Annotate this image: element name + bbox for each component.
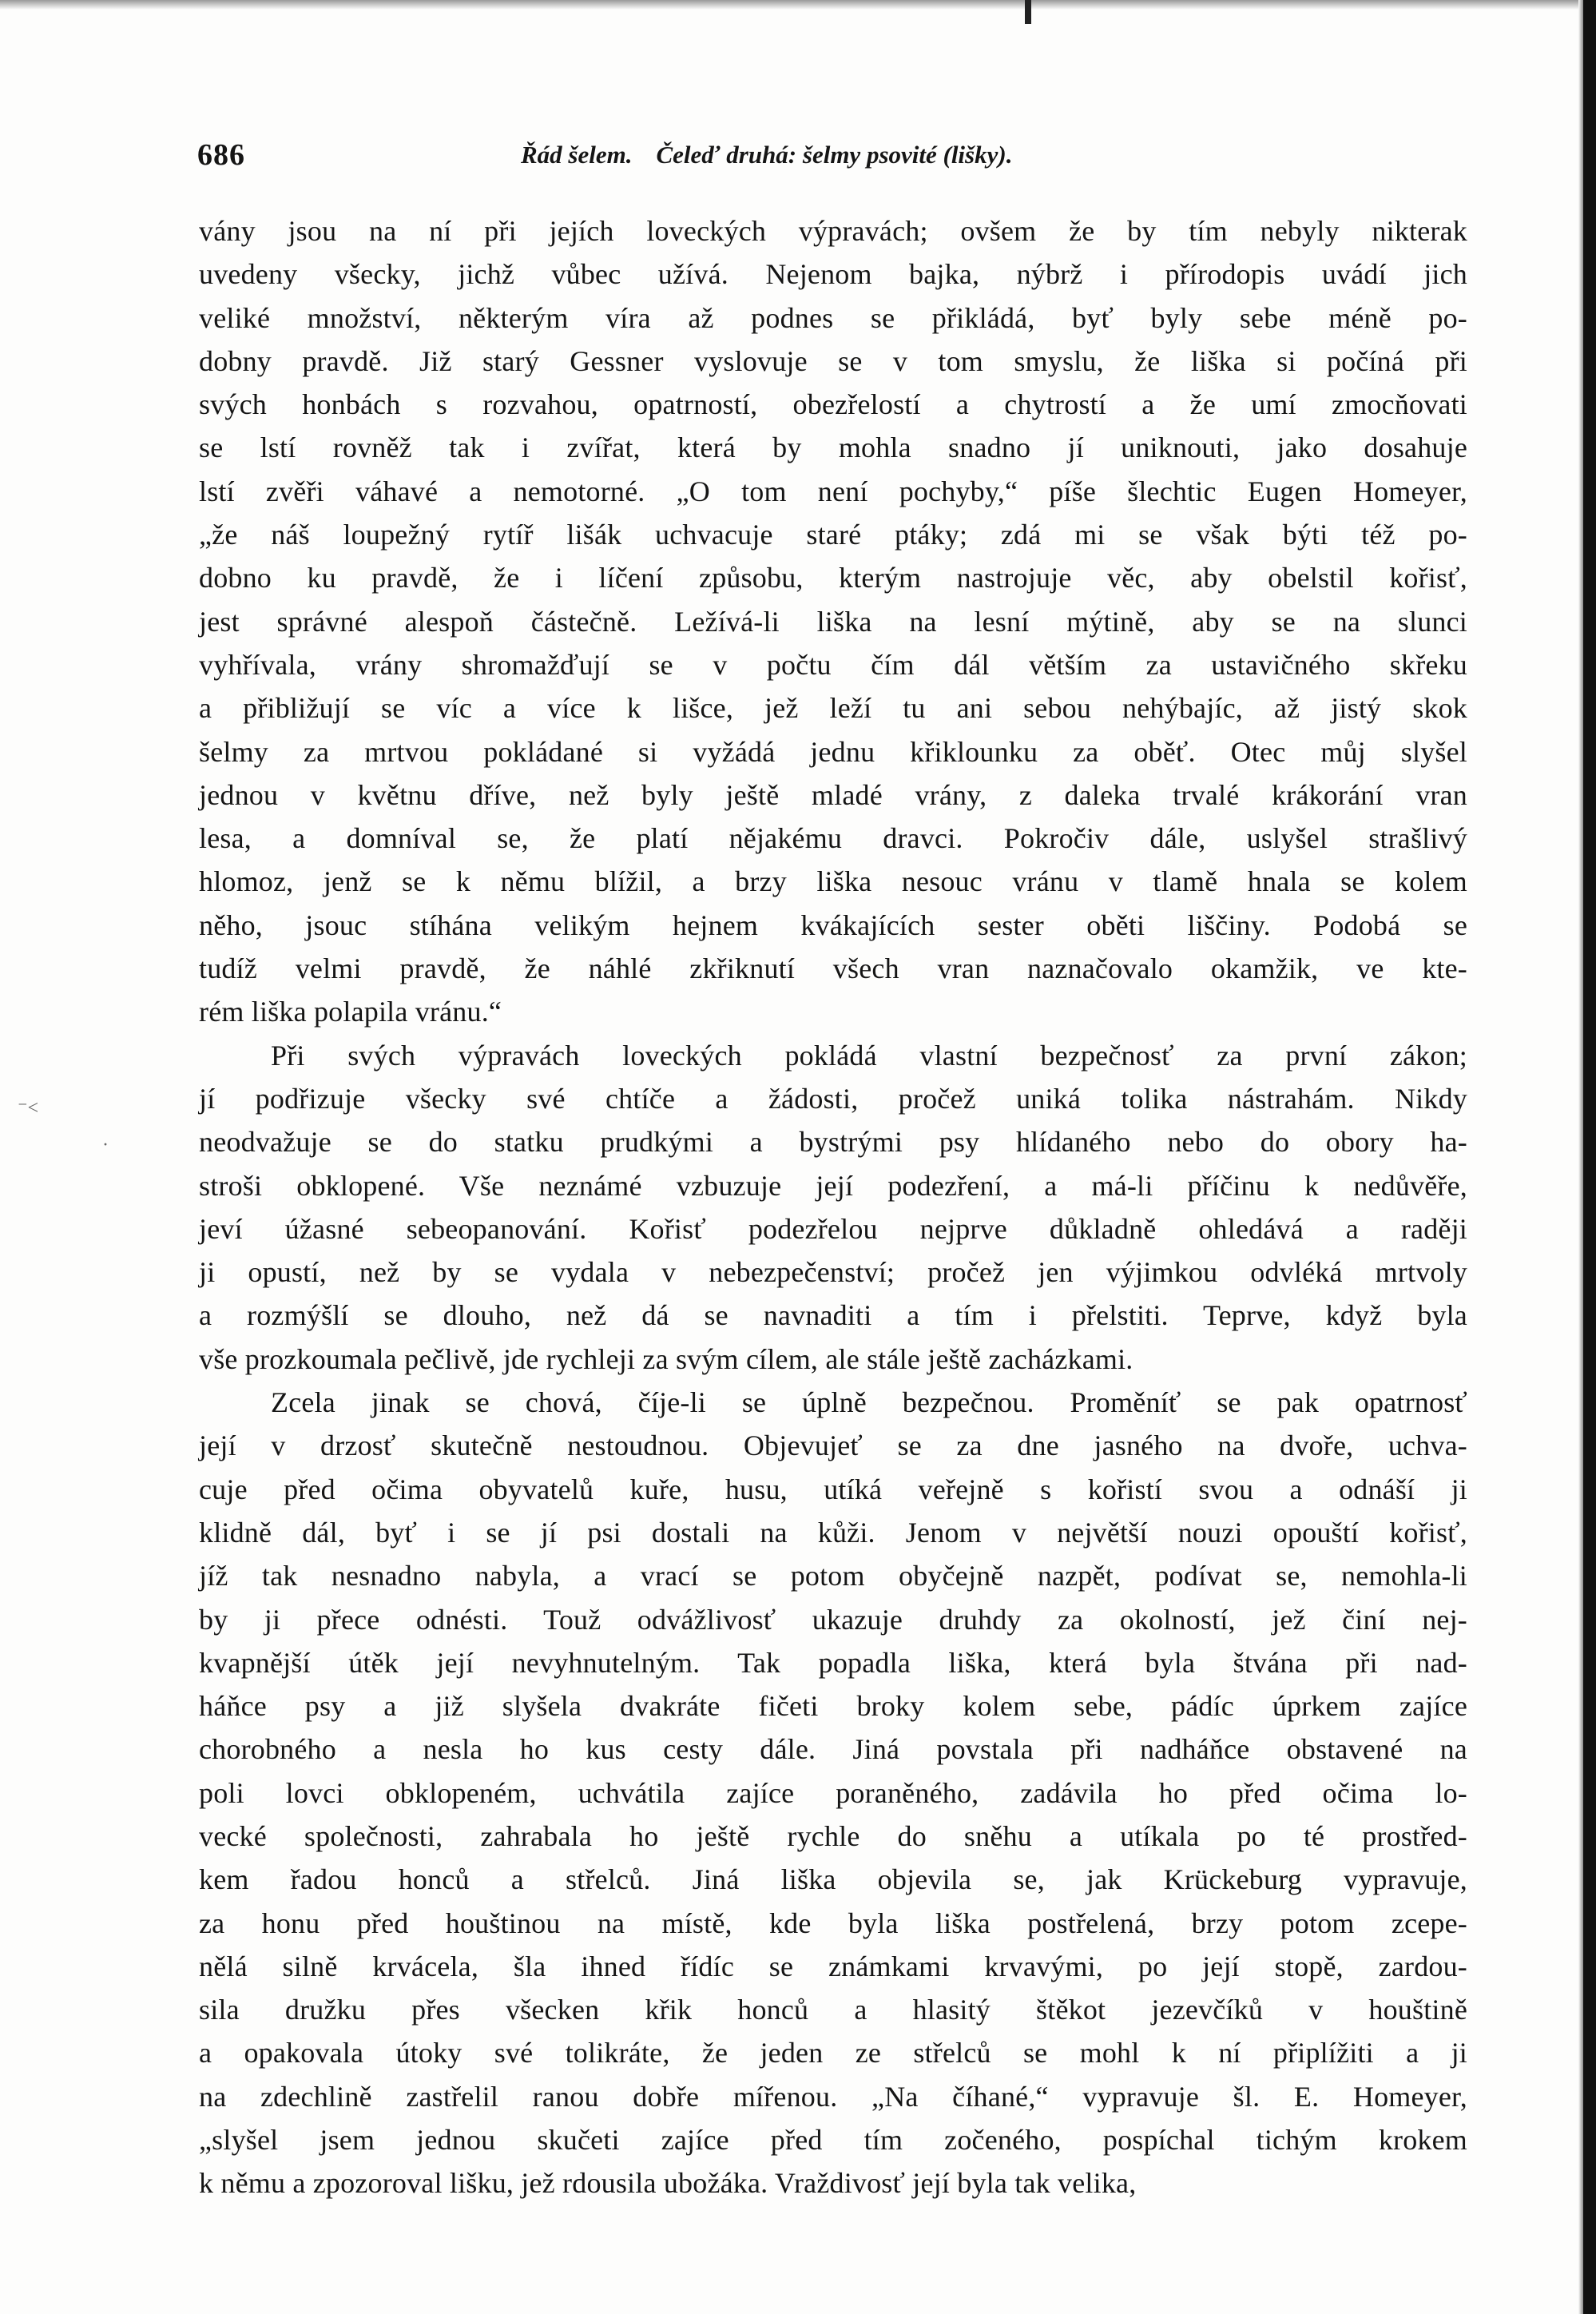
- text-line: jednou v květnu dříve, než byly ještě mladé vrány, z daleka trvalé krákorání vran: [199, 778, 1467, 811]
- text-line: rém liška polapila vránu.“: [199, 996, 502, 1028]
- body-text: [199, 209, 1467, 2205]
- text-line: vecké společnosti, zahrabala ho ještě rychle do sněhu a utíkala po té prostřed-: [199, 1819, 1467, 1852]
- text-line: svých honbách s rozvahou, opatrností, obezřelostí a chytrostí a že umí zmocňovati: [199, 388, 1467, 421]
- text-line: nělá silně krvácela, šla ihned řídíc se známkami krvavými, po její stopě, zardou-: [199, 1950, 1467, 1982]
- text-line: ji opustí, než by se vydala v nebezpečenství; pročež jen výjimkou odvléká mrtvoly: [199, 1256, 1467, 1289]
- scan-edge-right: [1583, 0, 1596, 2314]
- margin-mark: ·: [102, 1135, 109, 1155]
- text-line: dobny pravdě. Již starý Gessner vyslovuje se v tom smyslu, že liška si počíná při: [199, 344, 1467, 377]
- text-line: k němu a zpozoroval lišku, jež rdousila ubožáka. Vraždivosť její byla tak velika,: [199, 2167, 1137, 2200]
- text-line: na zdechlině zastřelil ranou dobře mířenou. „Na číhané,“ vypravuje šl. E. Homeyer,: [199, 2080, 1467, 2113]
- scan-edge-top: [0, 0, 1596, 10]
- text-line: kvapnější útěk její nevyhnutelným. Tak popadla liška, která byla štvána při nad-: [199, 1646, 1467, 1679]
- text-line: cuje před očima obyvatelů kuře, husu, utíká veřejně s kořistí svou a odnáší ji: [199, 1473, 1467, 1505]
- text-line: neodvažuje se do statku prudkými a bystrými psy hlídaného nebo do obory ha-: [199, 1126, 1467, 1159]
- text-line: vyhřívala, vrány shromažďují se v počtu čím dál větším za ustavičného skřeku: [199, 648, 1467, 681]
- text-line: kem řadou honců a střelců. Jiná liška objevila se, jak Krückeburg vypravuje,: [199, 1863, 1467, 1896]
- text-line: Při svých výpravách loveckých pokládá vlastní bezpečnosť za první zákon;: [271, 1039, 1467, 1072]
- page-number: 686: [197, 138, 245, 172]
- running-title-order: Řád šelem.: [521, 141, 633, 169]
- text-line: její v drzosť skutečně nestoudnou. Objevujeť se za dne jasného na dvoře, uchva-: [199, 1429, 1467, 1462]
- page-header: [197, 137, 1467, 177]
- text-line: vše prozkoumala pečlivě, jde rychleji za svým cílem, ale stále ještě zacházkami.: [199, 1342, 1133, 1375]
- text-line: hlomoz, jenž se k němu blížil, a brzy liška nesouc vránu v tlamě hnala se kolem: [199, 865, 1467, 898]
- text-line: jeví úžasné sebeopanování. Kořisť podezřelou nejprve důkladně ohledává a raději: [199, 1212, 1467, 1245]
- text-line: Zcela jinak se chová, číje-li se úplně bezpečnou. Proměníť se pak opatrnosť: [271, 1386, 1467, 1419]
- text-line: se lstí rovněž tak i zvířat, která by mohla snadno jí uniknouti, jako dosahuje: [199, 431, 1467, 464]
- scan-artifact-mark: [1025, 0, 1031, 24]
- text-line: a přibližují se víc a více k lišce, jež leží tu ani sebou nehýbajíc, až jistý skok: [199, 692, 1467, 725]
- text-line: sila družku přes všecken křik honců a hlasitý štěkot jezevčíků v houštině: [199, 1994, 1467, 2026]
- text-line: a opakovala útoky své tolikráte, že jeden ze střelců se mohl k ní připlížiti a ji: [199, 2037, 1467, 2069]
- text-line: veliké množství, některým víra až podnes se přikládá, byť byly sebe méně po-: [199, 301, 1467, 334]
- running-title: [521, 141, 1012, 169]
- text-line: a rozmýšlí se dlouho, než dá se navnaditi a tím i přelstiti. Teprve, když byla: [199, 1299, 1467, 1332]
- text-line: za honu před houštinou na místě, kde byla liška postřelená, brzy potom zcepe-: [199, 1906, 1467, 1939]
- text-line: jí podřizuje všecky své chtíče a žádosti, pročež uniká tolika nástrahám. Nikdy: [199, 1082, 1467, 1115]
- text-line: vány jsou na ní při jejích loveckých výpravách; ovšem že by tím nebyly nikterak: [199, 215, 1467, 247]
- text-line: šelmy za mrtvou pokládané si vyžádá jednu křiklounku za oběť. Otec můj slyšel: [199, 735, 1467, 768]
- text-line: jíž tak nesnadno nabyla, a vrací se potom obyčejně nazpět, podívat se, nemohla-li: [199, 1560, 1467, 1592]
- text-line: klidně dál, byť i se jí psi dostali na kůži. Jenom v největší nouzi opouští kořisť,: [199, 1516, 1467, 1549]
- margin-mark: ⁻˂: [18, 1098, 39, 1119]
- text-line: uvedeny všecky, jichž vůbec užívá. Nejenom bajka, nýbrž i přírodopis uvádí jich: [199, 258, 1467, 291]
- text-line: stroši obklopené. Vše neznámé vzbuzuje její podezření, a má-li příčinu k nedůvěře,: [199, 1169, 1467, 1202]
- running-title-family: Čeleď druhá: šelmy psovité (lišky).: [656, 141, 1013, 169]
- text-line: něho, jsouc stíhána velikým hejnem kvákajících sester oběti liščiny. Podobá se: [199, 909, 1467, 941]
- text-line: chorobného a nesla ho kus cesty dále. Jiná povstala při nadháňce obstavené na: [199, 1733, 1467, 1766]
- text-line: „slyšel jsem jednou skučeti zajíce před tím zočeného, pospíchal tichým krokem: [199, 2124, 1467, 2157]
- text-line: lstí zvěři váhavé a nemotorné. „O tom není pochyby,“ píše šlechtic Eugen Homeyer,: [199, 475, 1467, 507]
- text-line: by ji přece odnésti. Touž odvážlivosť ukazuje druhdy za okolností, jež činí nej-: [199, 1603, 1467, 1636]
- text-line: háňce psy a již slyšela dvakráte fičeti broky kolem sebe, pádíc úprkem zajíce: [199, 1690, 1467, 1723]
- text-line: „že náš loupežný rytíř lišák uchvacuje staré ptáky; zdá mi se však býti též po-: [199, 519, 1467, 551]
- text-line: dobno ku pravdě, že i líčení způsobu, kterým nastrojuje věc, aby obelstil kořisť,: [199, 562, 1467, 594]
- text-line: poli lovci obklopeném, uchvátila zajíce poraněného, zadávila ho před očima lo-: [199, 1776, 1467, 1809]
- text-line: jest správné alespoň částečně. Ležívá-li liška na lesní mýtině, aby se na slunci: [199, 605, 1467, 638]
- text-line: lesa, a domníval se, že platí nějakému dravci. Pokročiv dále, uslyšel strašlivý: [199, 822, 1467, 855]
- text-line: tudíž velmi pravdě, že náhlé zkřiknutí všech vran naznačovalo okamžik, ve kte-: [199, 952, 1467, 985]
